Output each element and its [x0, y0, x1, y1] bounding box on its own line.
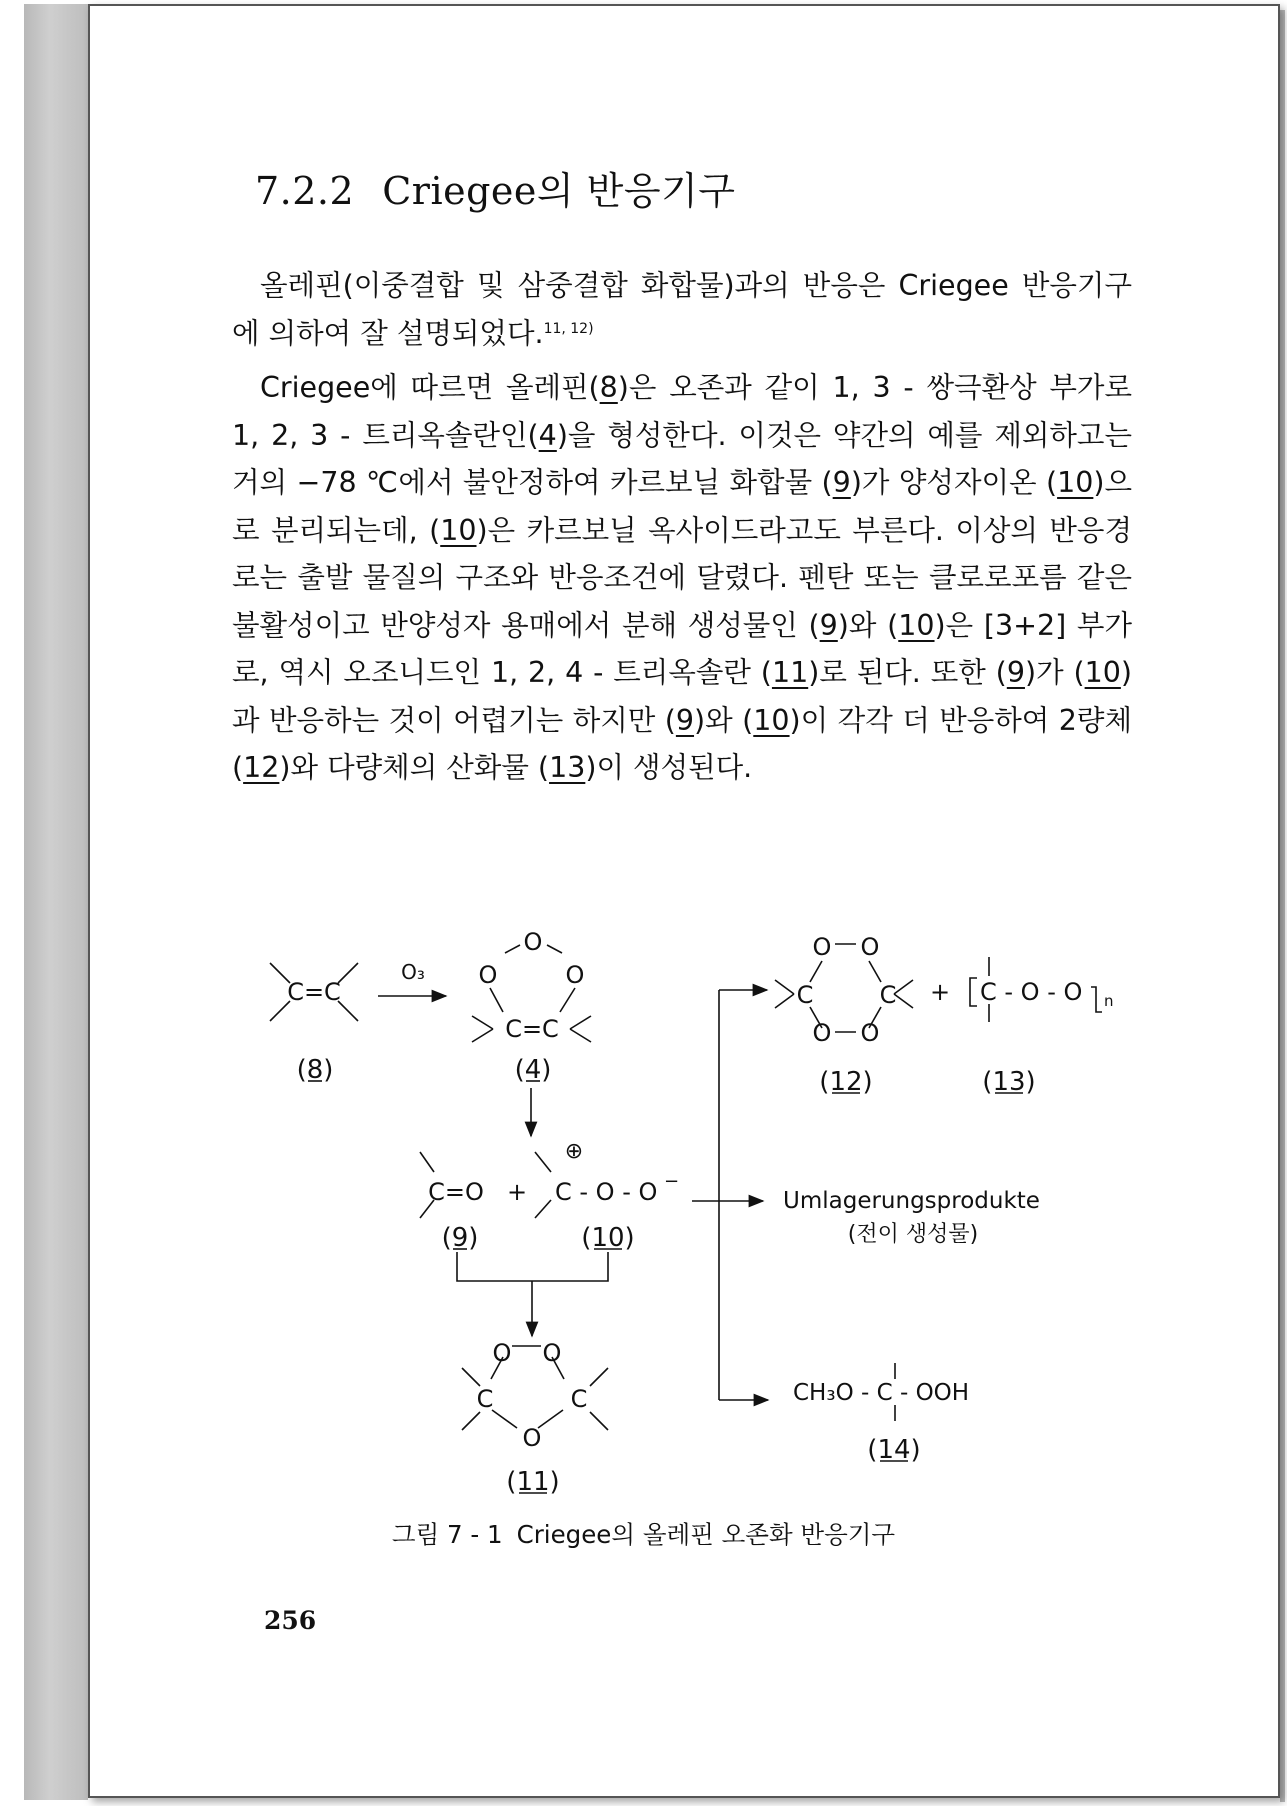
- p2-text: )가 양성자이온 (: [850, 466, 1058, 499]
- compound-14-label: (14): [867, 1435, 921, 1465]
- p2-text: )을 형성한다. 이것은 약간의 예를 제외하고는 거의 −78 ℃에서 불안정하여 카르보닐 화합물 (: [232, 418, 1132, 499]
- paragraph-2: [232, 364, 1132, 792]
- p2-text: )이 각각 더 반응하여 2량체 (: [232, 703, 1132, 784]
- compound-11-o-top-right: O: [542, 1339, 562, 1367]
- p2-text: )은 오존과 같이 1, 3 - 쌍극환상 부가로 1, 2, 3 - 트리옥솔란인(: [232, 371, 1132, 452]
- compound-13-label: (13): [982, 1067, 1036, 1097]
- compound-8-label: (8): [296, 1055, 334, 1085]
- compound-ref: 11: [771, 656, 809, 689]
- figure-caption-label: 그림 7 - 1: [391, 1520, 503, 1549]
- compound-4-o-right: O: [565, 961, 585, 989]
- compound-13-subscript: n: [1104, 992, 1114, 1010]
- compound-11-c-left: C: [476, 1385, 494, 1413]
- compound-ref: 10: [753, 703, 790, 737]
- compound-ref: 10: [1057, 466, 1094, 499]
- p2-text: )가 (: [1024, 656, 1085, 689]
- p2-text: )으로 분리되는데, (: [232, 466, 1133, 547]
- compound-ref: 9: [675, 703, 695, 737]
- compound-ref: 10: [1084, 656, 1121, 689]
- compound-4-label: (4): [514, 1055, 552, 1085]
- rearrangement-products-korean: (전이 생성물): [847, 1222, 979, 1247]
- compound-4-structure: C=C: [505, 1015, 559, 1043]
- compound-11-c-right: C: [570, 1385, 588, 1413]
- compound-10-structure: C - O - O: [555, 1178, 658, 1206]
- figure-caption: [0, 1516, 1287, 1551]
- page-number: 256: [264, 1606, 317, 1635]
- plus-sign: +: [506, 1178, 528, 1206]
- paragraph-1-text: 올레핀(이중결합 및 삼중결합 화합물)과의 반응은 Criegee 반응기구에 의하여 잘 설명되었다.: [232, 269, 1132, 350]
- compound-ref: 10: [898, 608, 935, 642]
- p2-text: )과 반응하는 것이 어렵기는 하지만 (: [232, 656, 1132, 737]
- p2-text: Criegee에 따르면 올레핀(: [260, 371, 600, 404]
- compound-13-structure: C - O - O: [980, 978, 1083, 1006]
- p2-text: )와 (: [837, 608, 899, 642]
- p2-text: )로 된다. 또한 (: [808, 656, 1007, 689]
- compound-14-structure: CH₃O - C - OOH: [793, 1380, 970, 1406]
- compound-ref: 12: [243, 751, 280, 784]
- section-title: Criegee의 반응기구: [382, 169, 736, 213]
- compound-ref: 9: [819, 608, 838, 642]
- compound-ref: 4: [538, 418, 557, 452]
- p2-text: )와 다량체의 산화물 (: [279, 751, 550, 784]
- compound-11-label: (11): [506, 1467, 560, 1497]
- paragraph-1: [232, 262, 1132, 357]
- ozone-reagent: O₃: [401, 960, 425, 984]
- compound-12-o4: O: [860, 1019, 880, 1047]
- compound-4-o-left: O: [478, 961, 498, 989]
- compound-ref: 8: [599, 371, 618, 404]
- p2-text: )은 [3+2] 부가로, 역시 오조니드인 1, 2, 4 - 트리옥솔란 (: [232, 608, 1132, 689]
- compound-ref: 10: [440, 513, 477, 547]
- compound-12-o2: O: [860, 933, 880, 961]
- section-heading: [255, 160, 736, 215]
- compound-4-o-top: O: [523, 928, 543, 956]
- compound-12-c-left: C: [796, 981, 814, 1009]
- compound-12-label: (12): [819, 1067, 873, 1097]
- compound-10-label: (10): [581, 1223, 635, 1253]
- anion-charge: −: [664, 1171, 680, 1192]
- rearrangement-products: Umlagerungsprodukte: [783, 1188, 1040, 1214]
- figure-caption-text: Criegee의 올레핀 오존화 반응기구: [516, 1520, 896, 1549]
- compound-12-c-right: C: [879, 981, 897, 1009]
- compound-ref: 13: [549, 751, 586, 784]
- compound-11-o-top-left: O: [492, 1339, 512, 1367]
- cation-charge: ⊕: [564, 1139, 584, 1164]
- p2-text: )와 (: [694, 703, 754, 737]
- section-number: 7.2.2: [255, 169, 355, 213]
- reference-superscript: 11, 12): [543, 320, 594, 337]
- p2-text: )이 생성된다.: [585, 751, 753, 784]
- compound-9-structure: C=O: [428, 1178, 484, 1206]
- compound-11-o-bottom: O: [522, 1424, 542, 1452]
- plus-sign-2: +: [929, 978, 951, 1006]
- compound-9-label: (9): [441, 1223, 479, 1253]
- compound-ref: 9: [1006, 656, 1025, 689]
- p2-text: )은 카르보닐 옥사이드라고도 부른다. 이상의 반응경로는 출발 물질의 구조와 반응조건에 달렸다. 펜탄 또는 클로로포름 같은 불활성이고 반양성자 용매에서 분해 생성물인 (: [232, 513, 1132, 642]
- compound-8-structure: C=C: [287, 978, 341, 1006]
- compound-12-o3: O: [812, 1019, 832, 1047]
- compound-ref: 9: [832, 466, 851, 499]
- compound-12-o1: O: [812, 933, 832, 961]
